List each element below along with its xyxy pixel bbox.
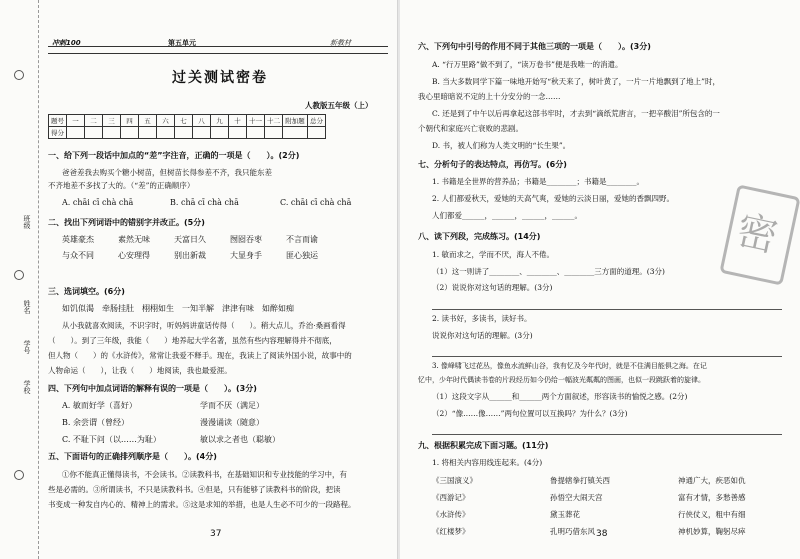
q1-option-c[interactable]: C. chāi cī chà chā [280, 198, 352, 207]
q6-option-c[interactable]: C. 还是到了中午以后再拿起这部书牢时，才去到“滴纸荒唐言，一把辛酸泪”所包含的一 [432, 109, 720, 118]
answer-line[interactable] [432, 309, 782, 310]
q9-item[interactable]: 《西游记》 [432, 493, 470, 502]
score-cell[interactable] [308, 127, 326, 139]
score-cell[interactable] [247, 127, 265, 139]
score-value-row [49, 127, 326, 139]
score-cell[interactable] [211, 127, 229, 139]
q3-passage: （ ）。到了三年级，我能（ ）地养起大学名著，虽然有些内容理解得并不彻底， [48, 336, 337, 345]
q1-option-b[interactable]: B. chā cī chà chā [170, 198, 239, 207]
q8-sub-4[interactable]: （1）这段文字从______和______两个方面叙述，形容读书的愉悦之感。(2分) [432, 392, 688, 401]
score-header-cell: 附加题 [283, 115, 308, 127]
score-header-cell: 十一 [247, 115, 265, 127]
q7-answer-line[interactable]: 人们都爱______，______，______，______。 [432, 211, 582, 220]
q6-option-a[interactable]: A. “行万里路”做不到了，“读万卷书”便是我唯一的消遣。 [432, 60, 623, 69]
q9-item[interactable]: 行侠仗义，粗中有细 [678, 510, 746, 519]
binding-hole-icon [14, 470, 24, 480]
q9-item[interactable]: 富有才情，多愁善感 [678, 493, 746, 502]
q2-word: 素然无味 [118, 235, 150, 244]
q4-option-c-2: 敏以求之者也（聪敏） [200, 435, 280, 444]
q2-word: 别出新裁 [174, 251, 206, 260]
q9-item[interactable]: 鲁提辖拳打镇关西 [550, 476, 610, 485]
q6-option-b-cont: 我心里暗暗说不定的上十分安分的一念…… [418, 92, 561, 101]
q1-option-a[interactable]: A. chāi cī chà chā [62, 198, 134, 207]
q2-word: 与众不同 [62, 251, 94, 260]
q2-word: 英雄豪杰 [62, 235, 94, 244]
margin-label-name: 姓名 [23, 300, 31, 314]
score-cell[interactable] [139, 127, 157, 139]
grade-label: 人教版五年级（上） [305, 101, 373, 110]
q6-option-d[interactable]: D. 书，被人们称为人类文明的“长生果”。 [432, 141, 571, 150]
q8-passage-3: 忆中，少年时代偶读书卷的片段经历如今仍给一幅波光粼粼的图画，也似一段跳跃着的旋律。 [418, 376, 705, 384]
score-header-cell: 四 [121, 115, 139, 127]
score-row-label: 得分 [49, 127, 67, 139]
score-cell[interactable] [85, 127, 103, 139]
q8-passage-1: 1. 敏而求之，学而不厌，海人不倦。 [432, 250, 555, 259]
q4-option-a-2: 学而不厌（满足） [200, 401, 264, 410]
q8-passage-3: 3. 像峰啸飞过花丛，像鱼水流鲜山谷，我有忆及今年代时，就是不住满目能俱之海。在记 [432, 362, 707, 370]
q3-word-bank: 如饥似渴 牵肠挂肚 栩栩如生 一知半解 津津有味 如醉如痴 [62, 304, 294, 313]
q5-sentences: 书变成一种发自内心的、精神上的需求。⑤这是求知的举措，也是人生必不可少的一段路程。 [48, 500, 356, 509]
q4-title: 四、下列句中加点词语的解释有误的一项是（ ）。(3分) [48, 384, 257, 393]
q8-passage-2: 2. 读书好，多读书，读好书。 [432, 314, 532, 323]
q7-title: 七、分析句子的表达特点，再仿写。(6分) [418, 160, 567, 169]
page-number: 37 [210, 529, 222, 539]
q9-item[interactable]: 《三国演义》 [432, 476, 477, 485]
q9-item[interactable]: 《红楼梦》 [432, 527, 470, 536]
q9-title: 九、根据积累完成下面习题。(11分) [418, 441, 549, 450]
score-cell[interactable] [157, 127, 175, 139]
page-number: 38 [596, 529, 608, 539]
q9-item[interactable]: 孔明巧借东风 [550, 527, 595, 536]
q9-item[interactable]: 神通广大，疾恶如仇 [678, 476, 746, 485]
margin-label-school: 学校 [23, 380, 31, 394]
q2-word: 匪心独运 [286, 251, 318, 260]
score-header-cell: 九 [211, 115, 229, 127]
score-cell[interactable] [265, 127, 283, 139]
q8-title: 八、读下列段，完成练习。(14分) [418, 232, 541, 241]
q7-item-2: 2. 人们都爱秋天，爱她的天高气爽，爱她的云淡日丽，爱她的香飘四野。 [432, 194, 675, 203]
score-header-cell: 总分 [308, 115, 326, 127]
q2-word: 囫囵吞枣 [230, 235, 262, 244]
score-cell[interactable] [175, 127, 193, 139]
score-cell[interactable] [283, 127, 308, 139]
q3-passage: 从小我就喜欢阅读，不识字时，听妈妈讲童话传得（ ）。稍大点儿，乔治·桑画看得 [62, 321, 346, 330]
score-cell[interactable] [103, 127, 121, 139]
q9-item[interactable]: 神机妙算，鞠躬尽瘁 [678, 527, 746, 536]
score-header-cell: 十二 [265, 115, 283, 127]
q2-word: 天富日久 [174, 235, 206, 244]
q5-title: 五、下面语句的正确排列顺序是（ ）。(4分) [48, 452, 217, 461]
binding-hole-icon [14, 70, 24, 80]
stamp-watermark: 密 [719, 184, 800, 285]
q7-item-1: 1. 书籍是全世界的营养品；书籍是________；书籍是________。 [432, 177, 645, 186]
score-header-cell: 五 [139, 115, 157, 127]
margin-label-class: 班级 [23, 215, 31, 229]
q5-sentences: ①你不能真正懂得读书，不会读书。②读教科书，在基础知识和专业技能的学习中，有 [62, 470, 347, 479]
q4-option-b[interactable]: B. 余尝谓（曾经） [62, 418, 129, 427]
q8-sub-2: （2）说说你对这句话的理解。(3分) [432, 283, 553, 292]
unit-label: 第五单元 [168, 39, 196, 47]
q4-option-a[interactable]: A. 敏而好学（喜好） [62, 401, 137, 410]
score-header-cell: 十 [229, 115, 247, 127]
score-cell[interactable] [193, 127, 211, 139]
q3-title: 三、选词填空。(6分) [48, 287, 125, 296]
q3-passage: 人物命运（ ），让我（ ）地阅读，我也最爱涯。 [48, 366, 232, 375]
score-header-cell: 一 [67, 115, 85, 127]
brand-label: 冲刺100 [52, 39, 81, 47]
score-cell[interactable] [229, 127, 247, 139]
q2-word: 不言而谕 [286, 235, 318, 244]
q8-sub-5: （2）“像……像……”两句位置可以互换吗？为什么？(3分) [432, 409, 628, 418]
q6-title: 六、下列句中引号的作用不同于其他三项的一项是（ ）。(3分) [418, 42, 651, 51]
q9-instruction: 1. 将相关内容用线连起来。(4分) [432, 458, 543, 467]
q4-option-b-2: 漫漫诵读（随意） [200, 418, 264, 427]
q8-sub-3: 说说你对这句话的理解。(3分) [432, 331, 533, 340]
score-cell[interactable] [121, 127, 139, 139]
binding-hole-icon [14, 270, 24, 280]
q2-word: 心安理得 [118, 251, 150, 260]
q1-text: 不齐地差不多找了大的。（“差”的正确顺序） [48, 181, 195, 190]
q9-item[interactable]: 孙悟空大闹天宫 [550, 493, 603, 502]
score-header-cell: 二 [85, 115, 103, 127]
q9-item[interactable]: 黛玉葬花 [550, 510, 580, 519]
q4-option-c[interactable]: C. 不耻下问（以……为耻） [62, 435, 161, 444]
q2-word: 大显身手 [230, 251, 262, 260]
score-header-cell: 六 [157, 115, 175, 127]
edition-label: 新教材 [330, 39, 351, 47]
answer-line[interactable] [432, 434, 782, 435]
q2-title: 二、找出下列词语中的错别字并改正。(5分) [48, 218, 205, 227]
score-table [48, 114, 326, 139]
margin-label-number: 学号 [23, 340, 31, 354]
score-header-cell: 三 [103, 115, 121, 127]
q1-text: 爸爸差我去购买个糖小树苗，但树苗长得参差不齐，我只能东差 [62, 168, 272, 177]
score-cell[interactable] [67, 127, 85, 139]
binding-margin [0, 0, 39, 559]
score-header-cell: 题号 [49, 115, 67, 127]
q8-sub-1[interactable]: （1）这一则讲了________、________、________三方面的道理。(3分) [432, 267, 665, 276]
left-page [0, 0, 398, 559]
score-header-row [49, 115, 326, 127]
q3-passage: 但人物（ ）的《水浒传》，常常让我爱不释手。现在，我读上了阅读外国小说，故事中的 [48, 351, 352, 360]
q6-option-c-cont: 个朝代和家庭兴亡衰败的悲剧。 [418, 124, 523, 133]
q5-sentences: 些是必需的。③所谓读书，不只是读教科书。④但是，只有能够了读教科书的阶段，把读 [48, 485, 341, 494]
q1-title: 一、给下列一段话中加点的“差”字注音，正确的一项是（ ）。(2分) [48, 151, 300, 160]
answer-line[interactable] [432, 356, 782, 357]
header-rule [48, 46, 388, 54]
score-header-cell: 八 [193, 115, 211, 127]
q9-item[interactable]: 《水浒传》 [432, 510, 470, 519]
page-title: 过关测试密卷 [172, 70, 268, 86]
score-header-cell: 七 [175, 115, 193, 127]
q6-option-b[interactable]: B. 当大多数同学下篇一味地开始写“秋天来了，树叶黄了，一片一片地飘到了地上”时， [432, 77, 720, 86]
right-page [400, 0, 800, 559]
